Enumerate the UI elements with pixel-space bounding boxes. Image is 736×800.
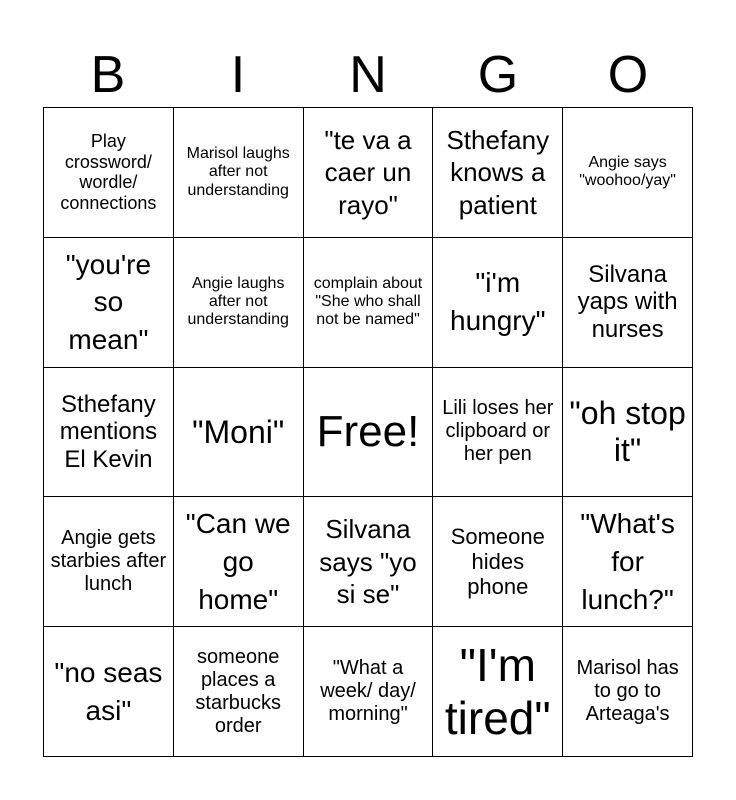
bingo-cell-r2c2[interactable]: Angie laughs after not understanding [174, 238, 304, 368]
bingo-cell-r5c2[interactable]: someone places a starbucks order [174, 627, 304, 757]
bingo-cell-r1c2[interactable]: Marisol laughs after not understanding [174, 108, 304, 238]
bingo-cell-r3c5[interactable]: "oh stop it" [563, 368, 693, 498]
bingo-cell-r2c5[interactable]: Silvana yaps with nurses [563, 238, 693, 368]
bingo-cell-r2c3[interactable]: complain about "She who shall not be named" [304, 238, 434, 368]
header-letter-n: N [349, 46, 387, 104]
bingo-cell-r3c1[interactable]: Sthefany mentions El Kevin [44, 368, 174, 498]
bingo-card [43, 107, 693, 757]
bingo-cell-r3c2[interactable]: "Moni" [174, 368, 304, 498]
bingo-cell-r1c1[interactable]: Play crossword/ wordle/ connections [44, 108, 174, 238]
bingo-cell-r4c5[interactable]: "What's for lunch?" [563, 497, 693, 627]
bingo-cell-r4c4[interactable]: Someone hides phone [433, 497, 563, 627]
bingo-header [43, 42, 693, 108]
header-letter-i: I [230, 46, 246, 104]
bingo-cell-r5c4[interactable]: "I'm tired" [433, 627, 563, 757]
bingo-cell-r1c3[interactable]: "te va a caer un rayo" [304, 108, 434, 238]
bingo-cell-r4c2[interactable]: "Can we go home" [174, 497, 304, 627]
bingo-cell-r4c3[interactable]: Silvana says "yo si se" [304, 497, 434, 627]
bingo-cell-r5c5[interactable]: Marisol has to go to Arteaga's [563, 627, 693, 757]
header-letter-g: G [477, 46, 519, 104]
bingo-cell-r1c4[interactable]: Sthefany knows a patient [433, 108, 563, 238]
bingo-cell-r5c3[interactable]: "What a week/ day/ morning" [304, 627, 434, 757]
bingo-cell-r3c4[interactable]: Lili loses her clipboard or her pen [433, 368, 563, 498]
bingo-cell-r1c5[interactable]: Angie says "woohoo/yay" [563, 108, 693, 238]
bingo-cell-r2c4[interactable]: "i'm hungry" [433, 238, 563, 368]
bingo-cell-free[interactable]: Free! [304, 368, 434, 498]
header-letter-o: O [607, 46, 649, 104]
bingo-cell-r4c1[interactable]: Angie gets starbies after lunch [44, 497, 174, 627]
bingo-cell-r5c1[interactable]: "no seas asi" [44, 627, 174, 757]
header-letter-b: B [90, 46, 126, 104]
bingo-cell-r2c1[interactable]: "you're so mean" [44, 238, 174, 368]
